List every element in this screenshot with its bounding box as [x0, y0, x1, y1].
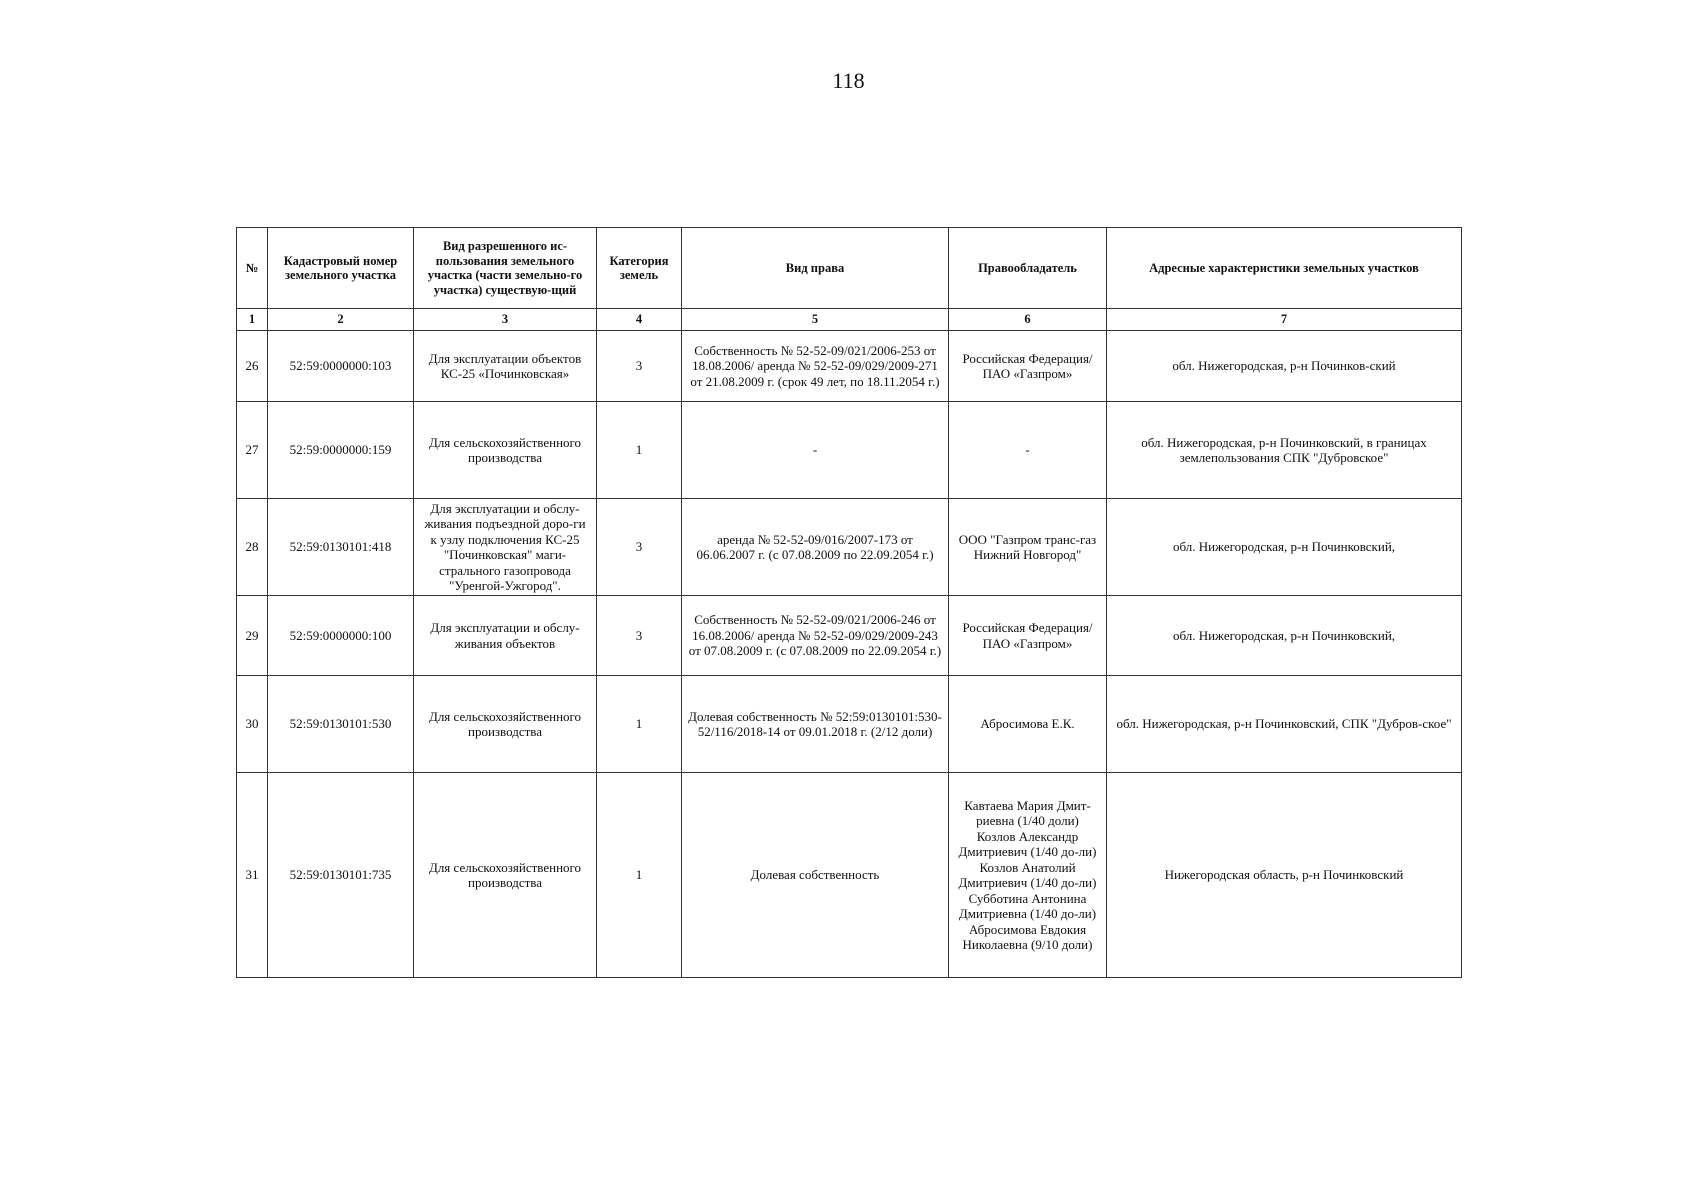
cell-right-type: Собственность № 52-52-09/021/2006-246 от 16.08.2006/ аренда № 52-52-09/029/2009-243 от 07.08.2009 г. (с 07.08.2009 по 22.09.2054 г.)	[682, 596, 949, 676]
cell-rightholder	[949, 499, 1107, 596]
cell-right-type: аренда № 52-52-09/016/2007-173 от 06.06.2007 г. (с 07.08.2009 по 22.09.2054 г.)	[682, 499, 949, 596]
cell-cadastral-number: 52:59:0130101:418	[268, 499, 414, 596]
cell-land-category: 3	[597, 499, 682, 596]
cell-number: 31	[237, 773, 268, 978]
cell-land-category: 1	[597, 773, 682, 978]
cell-right-type: Долевая собственность	[682, 773, 949, 978]
column-number: 5	[682, 309, 949, 331]
table-row	[237, 676, 1462, 773]
cell-rightholder	[949, 331, 1107, 402]
cell-address: Нижегородская область, р-н Починковский	[1107, 773, 1462, 978]
header-permitted-use: Вид разрешенного ис-пользования земельного участка (части земельно-го участка) существую-щий	[414, 228, 597, 309]
column-number: 6	[949, 309, 1107, 331]
rightholder-line: Абросимова Евдокия Николаевна (9/10 доли)	[962, 921, 1093, 952]
table-row	[237, 773, 1462, 978]
cell-rightholder	[949, 596, 1107, 676]
cell-land-category: 1	[597, 676, 682, 773]
column-number-row	[237, 309, 1462, 331]
table-row	[237, 499, 1462, 596]
column-number: 3	[414, 309, 597, 331]
cell-land-category: 3	[597, 331, 682, 402]
cell-number: 28	[237, 499, 268, 596]
header-cadastral-number: Кадастровый номер земельного участка	[268, 228, 414, 309]
cell-address: обл. Нижегородская, р-н Починков-ский	[1107, 331, 1462, 402]
cell-address: обл. Нижегородская, р-н Починковский,	[1107, 499, 1462, 596]
cell-permitted-use: Для сельскохозяйственного производства	[414, 676, 597, 773]
cell-cadastral-number: 52:59:0000000:100	[268, 596, 414, 676]
land-plots-table	[236, 227, 1462, 978]
cell-rightholder	[949, 676, 1107, 773]
rightholder-line: Козлов Александр Дмитриевич (1/40 до-ли)	[958, 828, 1097, 859]
cell-cadastral-number: 52:59:0000000:103	[268, 331, 414, 402]
page-number: 118	[832, 68, 865, 93]
cell-land-category: 1	[597, 402, 682, 499]
rightholder-line: -	[1025, 442, 1030, 458]
table-row	[237, 331, 1462, 402]
rightholder-line: Субботина Антонина Дмитриевна (1/40 до-ли)	[958, 890, 1097, 921]
cell-address: обл. Нижегородская, р-н Починковский, СПК "Дубров-ское"	[1107, 676, 1462, 773]
cell-cadastral-number: 52:59:0130101:735	[268, 773, 414, 978]
rightholder-line: Козлов Анатолий Дмитриевич (1/40 до-ли)	[958, 859, 1097, 890]
column-number: 4	[597, 309, 682, 331]
header-rightholder: Правообладатель	[949, 228, 1107, 309]
header-number: №	[237, 228, 268, 309]
cell-permitted-use: Для эксплуатации и обслу-живания объектов	[414, 596, 597, 676]
cell-address: обл. Нижегородская, р-н Починковский,	[1107, 596, 1462, 676]
cell-permitted-use: Для сельскохозяйственного производства	[414, 402, 597, 499]
header-right-type: Вид права	[682, 228, 949, 309]
cell-right-type: Долевая собственность № 52:59:0130101:530-52/116/2018-14 от 09.01.2018 г. (2/12 доли)	[682, 676, 949, 773]
cell-right-type: -	[682, 402, 949, 499]
rightholder-line: Абросимова Е.К.	[980, 716, 1075, 732]
cell-permitted-use: Для сельскохозяйственного производства	[414, 773, 597, 978]
cell-right-type: Собственность № 52-52-09/021/2006-253 от 18.08.2006/ аренда № 52-52-09/029/2009-271 от 21.08.2009 г. (срок 49 лет, по 18.11.2054 г.)	[682, 331, 949, 402]
column-number: 7	[1107, 309, 1462, 331]
cell-number: 26	[237, 331, 268, 402]
rightholder-line: Российская Федерация/ ПАО «Газпром»	[962, 350, 1093, 381]
table-row	[237, 596, 1462, 676]
cell-land-category: 3	[597, 596, 682, 676]
rightholder-line: Кавтаева Мария Дмит-риевна (1/40 доли)	[964, 797, 1091, 828]
rightholder-line: Российская Федерация/ ПАО «Газпром»	[962, 620, 1093, 651]
rightholder-line: ООО "Газпром транс-газ Нижний Новгород"	[958, 531, 1097, 562]
cell-rightholder	[949, 402, 1107, 499]
cell-number: 30	[237, 676, 268, 773]
cell-cadastral-number: 52:59:0130101:530	[268, 676, 414, 773]
cell-permitted-use: Для эксплуатации и обслу-живания подъездной доро-ги к узлу подключения КС-25 "Починковская" маги-стрального газопровода "Уренгой-Ужгород".	[414, 499, 597, 596]
column-number: 2	[268, 309, 414, 331]
header-land-category: Категория земель	[597, 228, 682, 309]
cell-number: 27	[237, 402, 268, 499]
cell-address: обл. Нижегородская, р-н Починковский, в границах землепользования СПК "Дубровское"	[1107, 402, 1462, 499]
column-number: 1	[237, 309, 268, 331]
cell-permitted-use: Для эксплуатации объектов КС-25 «Починковская»	[414, 331, 597, 402]
cell-cadastral-number: 52:59:0000000:159	[268, 402, 414, 499]
header-address: Адресные характеристики земельных участков	[1107, 228, 1462, 309]
table-header-row	[237, 228, 1462, 309]
table-row	[237, 402, 1462, 499]
cell-rightholder	[949, 773, 1107, 978]
cell-number: 29	[237, 596, 268, 676]
